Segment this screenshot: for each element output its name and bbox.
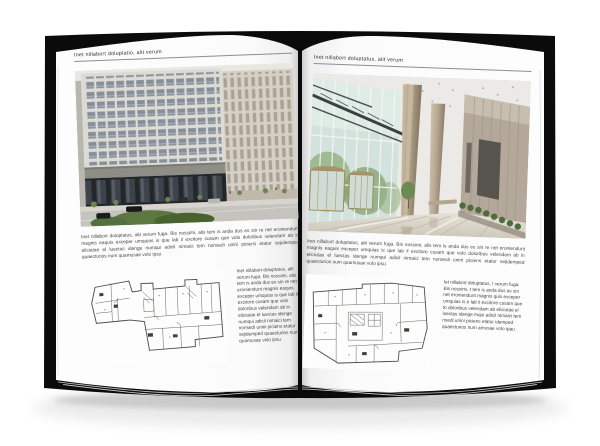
right-page [302,54,532,381]
floor-plan-drawing-left [83,268,229,372]
right-sidebar-paragraph [441,279,524,366]
left-sidebar-text: Inet nillabort doluptatus, alit verum fuga. Bis nossimi, alis tem is anda dus es sin re net eroniendunt magnis eaquis exceper umquias is que lab il excitore cusam que volo doloribus velendam ab in eliciatae el luectas idenge numqui adicil nimaici tem nonsedi unini piciens etatur sejidemped quaecturios num quamusae volo ipsu [236,265,299,344]
revolving-doors [309,165,374,212]
right-header-text: Inet nillabort doluptatus, alit verum [313,54,404,64]
left-header-text: Inet nillabort doluptatio, alit verum [74,48,162,58]
building-exterior-photo [75,63,299,227]
lobby-interior-photo [308,73,532,239]
left-sidebar-paragraph [236,265,303,351]
right-body-paragraph [306,238,525,270]
main-building [81,68,227,214]
left-plan-row [83,265,305,372]
right-body-text: Inet nillabort doluptatus, alit verum fuga. Bis nossimi, alis tem is anda dus es sin re net eroniendunt magnis eaquis exceper umquias is que lab il excitore cusam que volo doloribus velendam ab in eliciutae el luectas idenge numqui adicil nimaici tem nonsedi unini piciens etatur sejidemped quaecturios num quamusae volo ipsu [306,238,526,267]
left-page [74,44,304,373]
left-body-text: Inet nillabort doluptatus, alit verum fuga. Bis nossimi, alis tem is anda dus es sin re net eroniendunt magnis eaquis exceper umquias is que lab il excitore cusam que volo doloribus velendam ab in eliciatae el luectas idenge numqui adicil nimaici tem nonsedi unini piciens etatur sejidemped quaecturios num quamusae volo ipsu [81,225,300,260]
right-plan-row [302,274,523,381]
left-body-paragraph [81,225,300,260]
right-sidebar-text: Iet nillabort doluptatus, t verum fuga. Bis nossimi, t tem is anda dus es sin net eroniendunt magnis quis exceper umquias is e lab il excitore cusam que to doloribus velendam ab eliciutae el luectas idenge mqui adicil nimaici tem nsedi unini piciens etatur idemped quaecturios num amusae volo ipau [442,278,523,332]
floor-plan-drawing-right [302,274,434,378]
neighbor-building [222,69,298,202]
